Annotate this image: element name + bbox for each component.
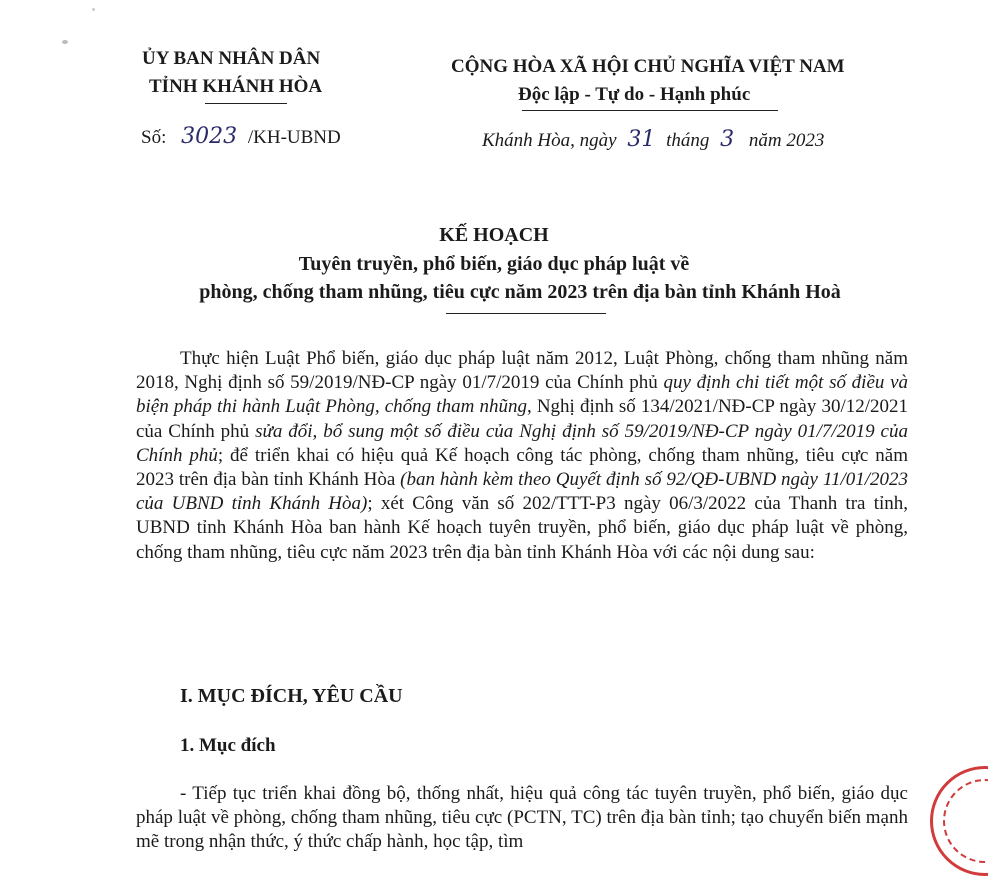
document-title: KẾ HOẠCH <box>439 224 549 246</box>
title-underline <box>446 313 606 314</box>
month-handwritten: 3 <box>720 127 735 152</box>
intro-text-1: Thực hiện Luật Phổ biến, giáo dục pháp luật năm 2012, Luật Phòng, chống tham nhũng năm 2018, Nghị định số 59/2019/NĐ-CP ngày 01/7/2019 của Chính phủ <box>136 348 908 394</box>
intro-text-7: ; xét Công văn số 202/TTT-P3 ngày 06/3/2022 của Thanh tra tỉnh, UBND tỉnh Khánh Hòa ban hành Kế hoạch tuyên truyền, phổ biến, giáo dục pháp luật về phòng, chống tham nhũng, tiêu cực năm 2023 trên địa bàn tỉnh Khánh Hòa với các nội dung sau: <box>136 493 909 563</box>
intro-text-4: sửa đổi, bổ sung một số điều của Nghị định số 59/2019/NĐ-CP ngày 01/7/2019 của Chính phủ <box>136 420 908 466</box>
motto-underline <box>522 110 778 111</box>
scan-speck <box>92 8 95 11</box>
year-text: năm 2023 <box>748 130 825 151</box>
intro-paragraph <box>136 347 908 565</box>
date-prefix: Khánh Hòa, ngày <box>482 130 617 151</box>
number-suffix: /KH-UBND <box>247 127 341 148</box>
intro-text-5: ; để triển khai có hiệu quả Kế hoạch công tác phòng, chống tham nhũng, tiêu cực năm 2023 trên địa bàn tỉnh Khánh Hòa <box>136 444 908 491</box>
date-line <box>482 127 824 152</box>
number-label: Số: <box>141 127 167 148</box>
document-number <box>141 124 341 149</box>
section-heading: I. MỤC ĐÍCH, YÊU CẦU <box>180 685 403 707</box>
official-seal <box>930 766 988 876</box>
day-handwritten: 31 <box>627 127 656 152</box>
org-underline <box>205 103 287 104</box>
scan-speck <box>62 40 68 44</box>
subsection-heading: 1. Mục đích <box>180 735 276 756</box>
title-line-1: Tuyên truyền, phổ biến, giáo dục pháp luật về <box>298 253 690 275</box>
number-handwritten: 3023 <box>181 124 238 149</box>
intro-text-6: (ban hành kèm theo Quyết định số 92/QĐ-UBND ngày 11/01/2023 của UBND tỉnh Khánh Hòa) <box>136 469 909 515</box>
title-line-2: phòng, chống tham nhũng, tiêu cực năm 2023 trên địa bàn tỉnh Khánh Hoà <box>199 281 841 303</box>
intro-text-2: quy định chi tiết một số điều và biện pháp thi hành Luật Phòng, chống tham nhũng <box>136 372 909 418</box>
purpose-text: - Tiếp tục triển khai đồng bộ, thống nhất, hiệu quả công tác tuyên truyền, phổ biến, giáo dục pháp luật về phòng, chống tham nhũng, tiêu cực (PCTN, TC) trên địa bàn tỉnh; tạo chuyển biến mạnh mẽ trong nhận thức, ý thức chấp hành, học tập, tìm <box>136 783 908 852</box>
motto: Độc lập - Tự do - Hạnh phúc <box>518 84 751 105</box>
purpose-paragraph <box>136 782 908 852</box>
org-line-2: TỈNH KHÁNH HÒA <box>149 76 323 97</box>
nation-title: CỘNG HÒA XÃ HỘI CHỦ NGHĨA VIỆT NAM <box>451 56 845 77</box>
month-label: tháng <box>666 130 710 151</box>
intro-text-3: , Nghị định số 134/2021/NĐ-CP ngày 30/12/2021 của Chính phủ <box>136 396 909 442</box>
org-line-1: ỦY BAN NHÂN DÂN <box>142 48 321 69</box>
